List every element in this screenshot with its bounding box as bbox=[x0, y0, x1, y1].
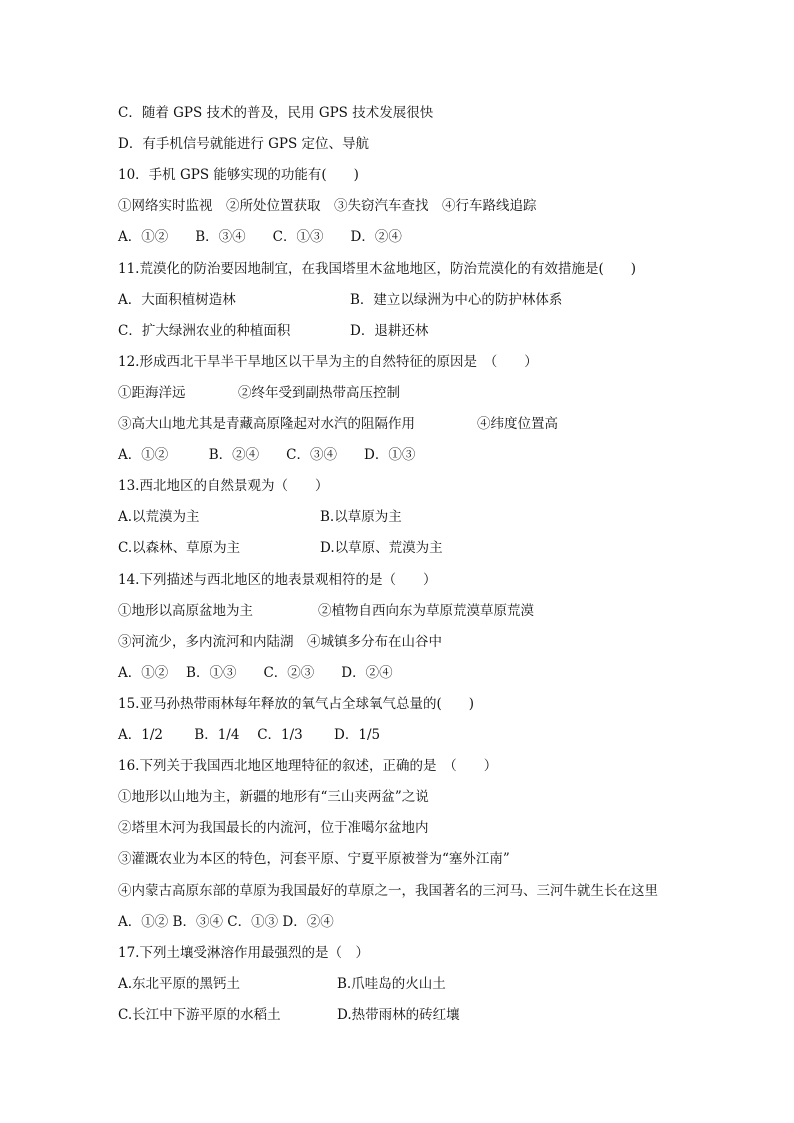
text-line bbox=[118, 322, 758, 340]
line-text: A.东北平原的黑钙土 bbox=[118, 975, 241, 992]
line-text: A．①② B．①③ C．②③ D．②④ bbox=[118, 664, 393, 681]
line-text: 16.下列关于我国西北地区地理特征的叙述，正确的是 （ ） bbox=[118, 758, 498, 775]
line-text: ③灌溉农业为本区的特色，河套平原、宁夏平原被誉为“塞外江南” bbox=[118, 851, 510, 868]
text-line bbox=[118, 353, 758, 371]
text-line bbox=[118, 602, 758, 620]
line-text: 10．手机 GPS 能够实现的功能有( ) bbox=[118, 167, 359, 184]
line-text-second-column: ④纬度位置高 bbox=[477, 416, 558, 432]
line-text: 14.下列描述与西北地区的地表景观相符的是（ ） bbox=[118, 571, 437, 588]
line-text: C.以森林、草原为主 bbox=[118, 540, 241, 557]
text-line bbox=[118, 446, 758, 464]
line-text: ①网络实时监视 ②所处位置获取 ③失窃汽车查找 ④行车路线追踪 bbox=[118, 198, 537, 215]
text-line bbox=[118, 384, 758, 402]
text-line bbox=[118, 913, 758, 931]
text-line bbox=[118, 944, 758, 962]
text-line bbox=[118, 104, 758, 122]
text-line bbox=[118, 819, 758, 837]
line-text: A．①② B．③④ C．①③ D．②④ bbox=[118, 913, 334, 930]
text-line bbox=[118, 850, 758, 868]
text-line bbox=[118, 260, 758, 278]
line-text: ④内蒙古高原东部的草原为我国最好的草原之一，我国著名的三河马、三河牛就生长在这里 bbox=[118, 882, 658, 899]
line-text-second-column: D.热带雨林的砖红壤 bbox=[337, 1006, 460, 1023]
line-text: C．随着 GPS 技术的普及，民用 GPS 技术发展很快 bbox=[118, 105, 434, 121]
text-line bbox=[118, 539, 758, 557]
line-text-second-column: ②植物自西向东为草原荒漠草原荒漠 bbox=[318, 602, 534, 619]
text-line bbox=[118, 228, 758, 246]
text-line bbox=[118, 882, 758, 900]
line-text-second-column: B.爪哇岛的火山土 bbox=[337, 975, 446, 992]
line-text-second-column: ②终年受到副热带高压控制 bbox=[238, 384, 400, 401]
line-text: ②塔里木河为我国最长的内流河，位于准噶尔盆地内 bbox=[118, 820, 429, 837]
line-text: ①地形以山地为主，新疆的地形有“三山夹两盆”之说 bbox=[118, 789, 429, 806]
line-text: A．①② B．②④ C．③④ D．①③ bbox=[118, 447, 416, 464]
line-text: ③高大山地尤其是青藏高原隆起对水汽的阻隔作用 bbox=[118, 416, 415, 432]
text-line bbox=[118, 664, 758, 682]
line-text-second-column: B．建立以绿洲为中心的防护林体系 bbox=[350, 291, 563, 308]
text-line bbox=[118, 633, 758, 651]
text-line bbox=[118, 135, 758, 153]
text-line bbox=[118, 477, 758, 495]
line-text: 13.西北地区的自然景观为（ ） bbox=[118, 478, 329, 495]
line-text: 15.亚马孙热带雨林每年释放的氧气占全球氧气总量的( ) bbox=[118, 695, 475, 712]
text-line bbox=[118, 695, 758, 713]
line-text: ③河流少，多内流河和内陆湖 ④城镇多分布在山谷中 bbox=[118, 633, 442, 650]
text-line bbox=[118, 166, 758, 184]
text-line bbox=[118, 197, 758, 215]
text-line bbox=[118, 726, 758, 744]
line-text: C．扩大绿洲农业的种植面积 bbox=[118, 322, 291, 339]
line-text: A．1/2 B．1/4 C．1/3 D．1/5 bbox=[118, 727, 381, 743]
text-line bbox=[118, 571, 758, 589]
text-line bbox=[118, 508, 758, 526]
line-text: C.长江中下游平原的水稻土 bbox=[118, 1006, 281, 1023]
line-text: 12.形成西北干旱半干旱地区以干旱为主的自然特征的原因是 （ ） bbox=[118, 353, 538, 370]
text-line bbox=[118, 975, 758, 993]
line-text: 11.荒漠化的防治要因地制宜，在我国塔里木盆地地区，防治荒漠化的有效措施是( ) bbox=[118, 260, 637, 277]
line-text: A.以荒漠为主 bbox=[118, 509, 200, 526]
text-line bbox=[118, 291, 758, 309]
line-text-second-column: D.以草原、荒漠为主 bbox=[320, 540, 443, 557]
line-text: A．①② B．③④ C．①③ D．②④ bbox=[118, 229, 402, 246]
line-text: 17.下列土壤受淋溶作用最强烈的是（ ） bbox=[118, 944, 369, 961]
line-text: ①地形以高原盆地为主 bbox=[118, 602, 253, 619]
text-line bbox=[118, 1006, 758, 1024]
line-text: ①距海洋远 bbox=[118, 384, 186, 401]
text-line bbox=[118, 757, 758, 775]
line-text-second-column: D．退耕还林 bbox=[350, 322, 429, 339]
line-text: A．大面积植树造林 bbox=[118, 291, 236, 308]
line-text: D．有手机信号就能进行 GPS 定位、导航 bbox=[118, 136, 370, 153]
text-line bbox=[118, 788, 758, 806]
line-text-second-column: B.以草原为主 bbox=[320, 509, 402, 526]
text-line bbox=[118, 415, 758, 433]
